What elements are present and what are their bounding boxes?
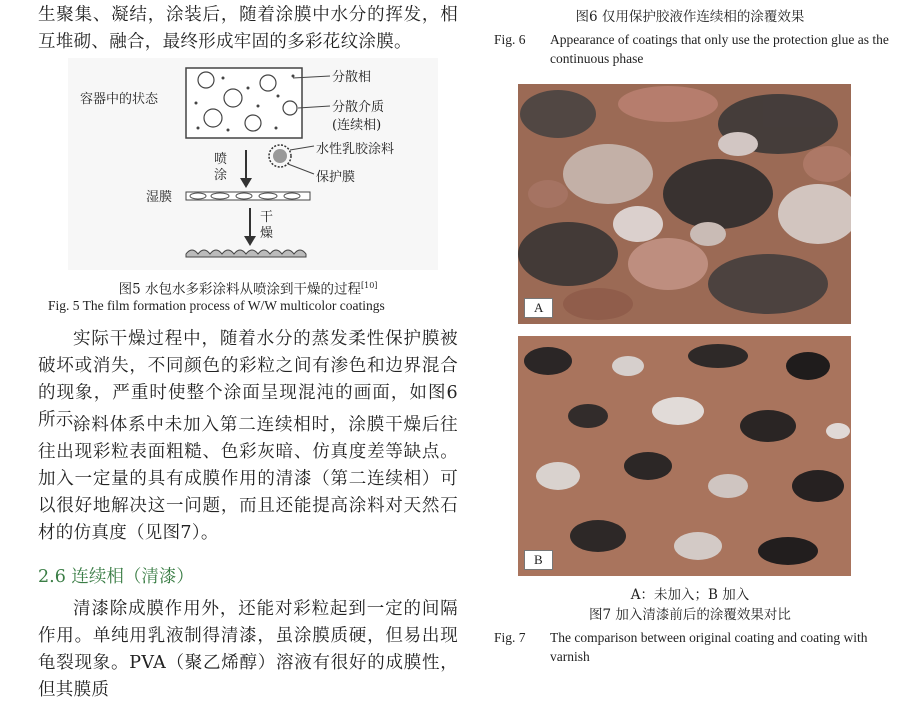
paragraph-1: 实际干燥过程中，随着水分的蒸发柔性保护膜被破坏或消失，不同颜色的彩粒之间有渗色和边界混合的现象，严重时使整个涂面呈现混沌的画面，如图6所示。: [38, 329, 458, 430]
photo-a: [518, 84, 851, 324]
fig7-label: Fig. 7: [494, 630, 526, 645]
wet-film-label: 湿膜: [146, 190, 173, 205]
fig6-caption-en: Appearance of coatings that only use the protection glue as the continuous phase: [550, 32, 889, 66]
fig5-ref: [10]: [360, 281, 378, 290]
photo-b: [518, 336, 851, 576]
paragraph-2: 涂料体系中未加入第二连续相时，涂膜干燥后往往出现彩粒表面粗糙、色彩灰暗、仿真度差等缺点。加入一定量的具有成膜作用的清漆（第二连续相）可以很好地解决这一问题，而且还能提高涂料对天然石材的仿真度（见图7）。: [38, 415, 458, 543]
fig7-subcaption: A：未加入；B 加入: [630, 587, 750, 603]
fig7-caption-en: The comparison between original coating and coating with varnish: [550, 630, 868, 664]
dispersion-medium-label: 分散介质: [332, 100, 385, 115]
photo-b-label: B: [524, 550, 553, 570]
fig6-caption-cn: 图6 仅用保护胶液作连续相的涂覆效果: [575, 9, 805, 25]
continuous-phase-label: (连续相): [332, 118, 382, 133]
fig5-caption-cn-text: 图5 水包水多彩涂料从喷涂到干燥的过程: [118, 281, 361, 298]
state-label: 容器中的状态: [80, 92, 159, 107]
dry-label: 干燥: [260, 210, 274, 241]
fig6-label: Fig. 6: [494, 32, 526, 47]
photo-a-label: A: [524, 298, 553, 318]
fig5-caption-en: Fig. 5 The film formation process of W/W multicolor coatings: [48, 298, 385, 313]
latex-label: 水性乳胶涂料: [316, 142, 395, 157]
protect-film-label: 保护膜: [316, 170, 356, 185]
spray-label: 喷涂: [214, 152, 228, 183]
fig7-caption-cn: 图7 加入清漆前后的涂覆效果对比: [589, 607, 791, 623]
paragraph-3: 清漆除成膜作用外，还能对彩粒起到一定的间隔作用。单纯用乳液制得清漆，虽涂膜质硬，但易出现龟裂现象。PVA（聚乙烯醇）溶液有很好的成膜性，但其膜质: [38, 599, 458, 700]
section-heading: 2.6 连续相（清漆）: [38, 567, 194, 587]
photo-a-texture: [518, 84, 851, 324]
intro-paragraph: 生聚集、凝结，涂装后，随着涂膜中水分的挥发，相互堆砌、融合，最终形成牢固的多彩花纹涂膜。: [38, 5, 458, 52]
dispersed-phase-label: 分散相: [332, 70, 372, 85]
fig5-diagram: [68, 58, 438, 270]
photo-b-texture: [518, 336, 851, 576]
